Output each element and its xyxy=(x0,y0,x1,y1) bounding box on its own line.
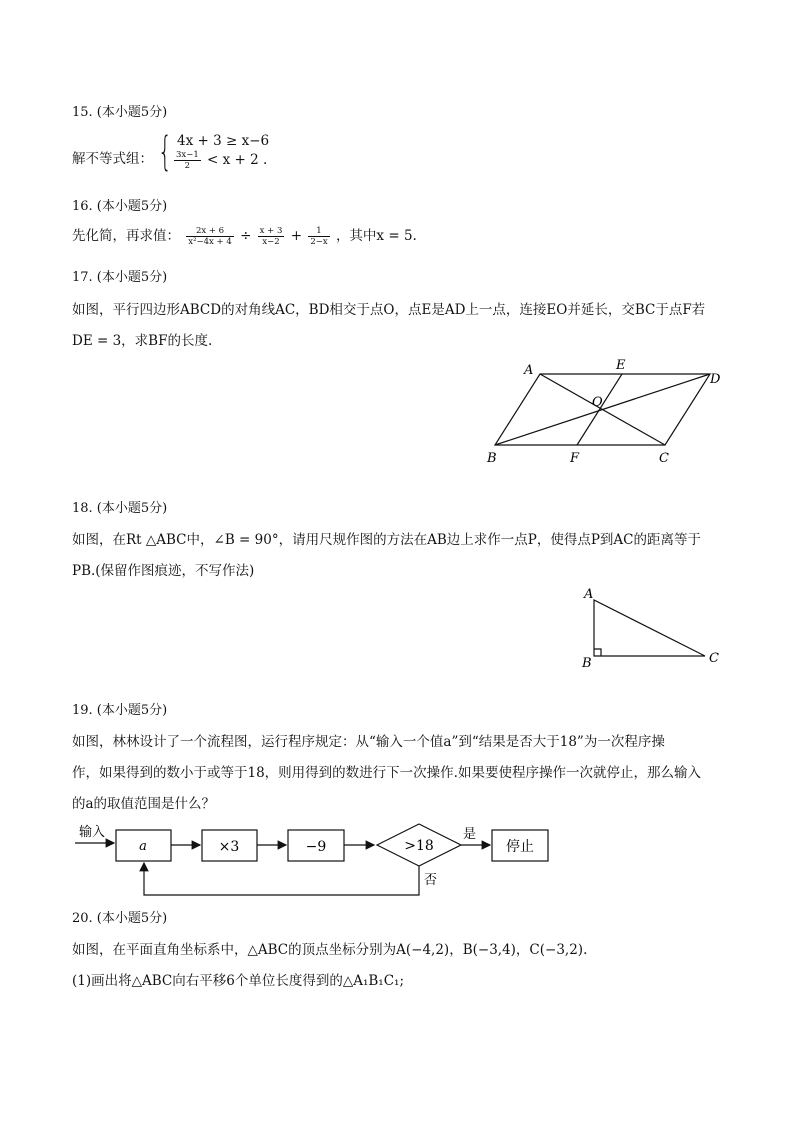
q15-brace: { xyxy=(158,129,172,175)
q17-line2: DE = 3，求BF的长度. xyxy=(72,333,213,349)
q20-header: 20. (本小题5分) xyxy=(72,911,168,926)
q18-header: 18. (本小题5分) xyxy=(72,501,168,516)
label-O: O xyxy=(592,395,603,410)
label-D: D xyxy=(710,372,721,387)
label-E: E xyxy=(616,358,626,373)
q15-line1: 4x + 3 ≥ x−6 xyxy=(177,133,270,149)
flow-stop-box: 停止 xyxy=(506,839,534,855)
label-A: A xyxy=(584,587,594,602)
q17-line1: 如图，平行四边形ABCD的对角线AC，BD相交于点O，点E是AD上一点，连接EO并延长，交BC于点F若 xyxy=(72,302,706,318)
label-B: B xyxy=(487,451,497,466)
q19-header: 19. (本小题5分) xyxy=(72,703,168,718)
q16-header: 16. (本小题5分) xyxy=(72,199,168,214)
q16-expression: 先化简，再求值： $\frac{2x + 6}{\text{x²−4x + 4}}$ ÷ $\frac{x + 3}{x-2}$ + $\frac{1}{2-x}$ ，其中x = 5. xyxy=(72,226,417,247)
label-F: F xyxy=(570,451,580,466)
q15-fraction: $\frac{3x-1}{2}$ xyxy=(176,150,199,171)
flow-yes-label: 是 xyxy=(463,827,477,842)
q18-line1: 如图，在Rt △ABC中，∠B = 90°，请用尺规作图的方法在AB边上求作一点P，使得点P到AC的距离等于 xyxy=(72,532,701,548)
q18-line2: PB.(保留作图痕迹，不写作法) xyxy=(72,563,255,579)
q20-line2: (1)画出将△ABC向右平移6个单位长度得到的△A₁B₁C₁; xyxy=(72,973,405,989)
label-C: C xyxy=(659,451,669,466)
flow-box-a: a xyxy=(139,839,147,854)
flow-no-label: 否 xyxy=(424,873,438,888)
right-triangle-figure xyxy=(575,582,725,672)
flow-box-times3: ×3 xyxy=(218,839,240,855)
q20-line1: 如图，在平面直角坐标系中，△ABC的顶点坐标分别为A(−4,2)，B(−3,4)，C(−3,2). xyxy=(72,942,588,958)
q19-line3: 的a的取值范围是什么？ xyxy=(72,796,216,812)
label-B: B xyxy=(582,656,592,671)
label-A: A xyxy=(524,363,534,378)
flow-box-minus9: −9 xyxy=(305,839,327,855)
flow-input-label: 输入 xyxy=(79,825,106,840)
parallelogram-figure xyxy=(480,354,730,469)
q15-header: 15. (本小题5分) xyxy=(72,105,168,120)
q15-prefix: 解不等式组： xyxy=(72,151,153,167)
q19-line2: 作，如果得到的数小于或等于18，则用得到的数进行下一次操作.如果要使程序操作一次就停止，那么输入 xyxy=(72,765,701,781)
label-C: C xyxy=(709,651,719,666)
q17-header: 17. (本小题5分) xyxy=(72,270,168,285)
flow-diamond-gt18: >18 xyxy=(404,838,434,854)
flowchart xyxy=(70,818,560,900)
q19-line1: 如图，林林设计了一个流程图，运行程序规定：从“输入一个值a”到“结果是否大于18”为一次程序操 xyxy=(72,734,665,750)
q15-line2: $\frac{3x-1}{2}$ < x + 2 . xyxy=(176,150,268,171)
